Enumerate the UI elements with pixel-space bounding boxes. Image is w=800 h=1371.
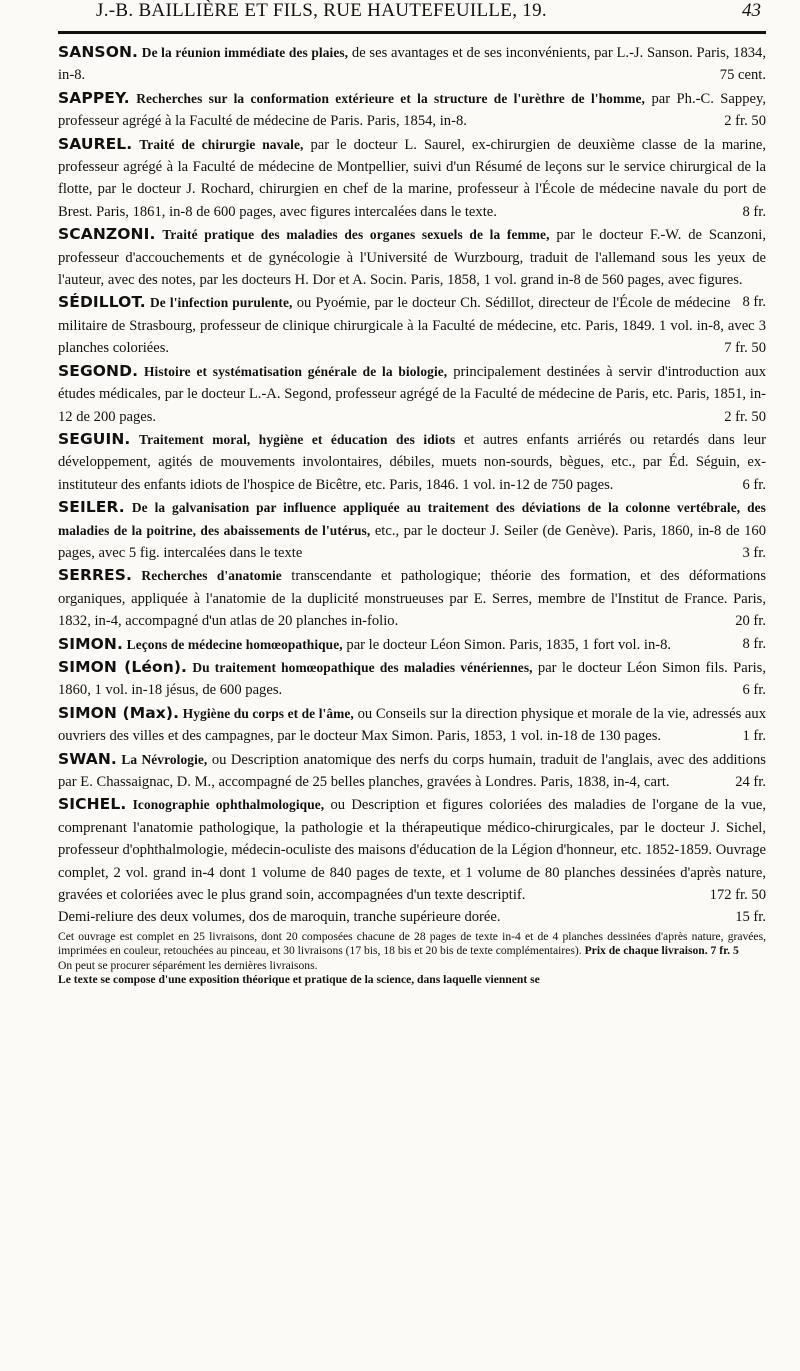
- entry-text: ou Pyoémie, par le docteur Ch. Sédillot, directeur de l'École de médecine militaire de Strasbourg, professeur de clinique chirurgicale à la Faculté de médecine, etc. Paris, 1849. 1 vol. in-8, avec 3 planches coloriées.: [58, 295, 766, 357]
- entry-text: et autres enfants arriérés ou retardés dans leur développement, agités de mouvements involontaires, débiles, muets non-sourds, bègues, etc., par Éd. Séguin, ex-instituteur des enfants idiots de l'hospice de Bicêtre, etc. Paris, 1846. 1 vol. in-12 de 750 pages.: [58, 431, 766, 493]
- entry-price: 24 fr.: [735, 774, 766, 790]
- entry-price: 3 fr.: [742, 544, 766, 561]
- catalog-entry: [58, 702, 766, 748]
- entry-title: De l'infection purulente,: [150, 295, 293, 311]
- entry-author: SANSON.: [58, 43, 139, 61]
- entry-price: 75 cent.: [719, 67, 766, 84]
- entry-price: 8 fr.: [742, 203, 766, 220]
- entry-title: Hygiène du corps et de l'âme,: [182, 705, 354, 721]
- note-line: On peut se procurer séparément les dernières livraisons.: [58, 958, 318, 972]
- entry-price: 8 fr.: [742, 294, 766, 311]
- entry-title: Traité pratique des maladies des organes sexuels de la femme,: [162, 227, 550, 243]
- entry-price: 2 fr. 50: [724, 408, 766, 425]
- entry-extra-price: 15 fr.: [735, 909, 766, 926]
- entry-text: ou Description anatomique des nerfs du corps humain, traduit de l'anglais, avec des additions par E. Chassaignac, D. M., accompagné de 25 belles planches, gravées à Londres. Paris, 1838, in-4, cart.: [58, 751, 766, 790]
- catalog-entry: [58, 564, 766, 632]
- entry-title: De la réunion immédiate des plaies,: [141, 45, 349, 60]
- entry-author: SIMON (Max).: [58, 703, 180, 722]
- catalog-entry: [58, 41, 766, 87]
- entry-text: par Ph.-C. Sappey, professeur agrégé à la Faculté de médecine de Paris. Paris, 1854, in-8.: [58, 90, 766, 130]
- entry-price: 6 fr.: [742, 476, 766, 493]
- catalog-entry: [58, 496, 766, 564]
- entry-title: Histoire et systématisation générale de la biologie,: [144, 363, 448, 379]
- catalog-entry: [58, 360, 766, 428]
- entry-text: transcendante et pathologique; théorie des formation, et des déformations organiques, appliquée à l'anatomie de la duplicité monstrueuses par E. Serres, membre de l'Institut de France. Paris, 1832, in-4, accompagné d'un atlas de 20 planches in-folio.: [58, 568, 766, 630]
- entry-title: Leçons de médecine homœopathique,: [126, 636, 343, 652]
- entry-author: SEGUIN.: [58, 429, 131, 448]
- catalog-entry: [58, 656, 766, 702]
- entry-text: de ses avantages et de ses inconvénients, par L.-J. Sanson. Paris, 1834, in-8.: [58, 45, 766, 84]
- entry-author: SIMON (Léon).: [58, 657, 188, 676]
- page-number: 43: [742, 0, 761, 21]
- entry-price: 20 fr.: [735, 613, 766, 630]
- entry-author: SAUREL.: [58, 134, 133, 153]
- note-price: Prix de chaque livraison. 7 fr. 5: [584, 944, 739, 958]
- entry-title: Traité de chirurgie navale,: [139, 136, 304, 152]
- entry-text: par le docteur F.-W. de Scanzoni, professeur d'accouchements et de gynécologie à l'Université de Wurzbourg, traduit de l'allemand sous les yeux de l'auteur, avec des notes, par les docteurs H. Dor et A. Socin. Paris, 1858, 1 vol. grand in-8 de 560 pages, avec figures.: [58, 227, 767, 289]
- entry-author: SICHEL.: [58, 795, 127, 814]
- entry-text: ou Conseils sur la direction physique et morale de la vie, adressés aux ouvriers des villes et des campagnes, par le docteur Max Simon. Paris, 1853, 1 vol. in-18 de 130 pages.: [58, 705, 766, 745]
- entry-text: par le docteur L. Saurel, ex-chirurgien de deuxième classe de la marine, professeur agrégé à la Faculté de médecine de Montpellier, suivi d'un Résumé de leçons sur le service chirurgical de la flotte, par le docteur J. Rochard, chirurgien en chef de la marine, professeur à l'École de médecine navale du port de Brest. Paris, 1861, in-8 de 600 pages, avec figures intercalées dans le texte.: [58, 136, 766, 220]
- entry-price: 172 fr. 50: [709, 887, 766, 904]
- catalog-entry: [58, 133, 766, 224]
- catalog-entry: [58, 291, 766, 359]
- entry-title: Du traitement homœopathique des maladies vénériennes,: [192, 659, 533, 675]
- entry-text: par le docteur Léon Simon. Paris, 1835, 1 fort vol. in-8.: [346, 636, 672, 653]
- entry-title: Iconographie ophthalmologique,: [132, 797, 325, 813]
- catalog-entry: [58, 793, 766, 928]
- catalog-entry: [58, 633, 766, 656]
- entry-price: 1 fr.: [742, 728, 766, 745]
- entry-author: SÉDILLOT.: [58, 293, 146, 312]
- entry-price: 2 fr. 50: [724, 113, 766, 130]
- entry-author: SEILER.: [58, 498, 125, 517]
- entry-text: ou Description et figures coloriées des maladies de l'organe de la vue, comprenant l'anatomie pathologique, la pathologie et la thérapeutique médico-chirurgicales, par le docteur J. Sichel, professeur d'ophthalmologie, médecin-oculiste des maisons d'éducation de la Légion d'honneur, etc. 1852-1859. Ouvrage complet, 2 vol. grand in-4 dont 1 volume de 840 pages de texte, et 1 volume de 80 planches dessinées d'après nature, gravées et coloriées avec le plus grand soin, accompagnées d'un texte descriptif.: [58, 797, 766, 904]
- entry-title: Traitement moral, hygiène et éducation des idiots: [139, 431, 456, 447]
- entry-author: SCANZONI.: [58, 225, 156, 244]
- catalog-entry: [58, 87, 766, 133]
- entry-author: SIMON.: [58, 634, 123, 653]
- entry-author: SERRES.: [58, 566, 132, 585]
- footnotes: [58, 930, 766, 988]
- entry-price: 8 fr.: [742, 635, 766, 652]
- entry-title: La Névrologie,: [121, 751, 208, 767]
- entry-author: SWAN.: [58, 749, 117, 768]
- entry-extra-text: Demi-reliure des deux volumes, dos de maroquin, tranche supérieure dorée.: [58, 909, 501, 926]
- entry-text: principalement destinées à servir d'introduction aux études médicales, par le docteur L.-A. Segond, professeur agrégé de la Faculté de médecine de Paris, etc. Paris, 1851, in-12 de 200 pages.: [58, 363, 766, 425]
- note-line: Cet ouvrage est complet en 25 livraisons, dont 20 composées chacune de 28 pages de texte in-4 et de 4 planches dessinées d'après nature, gravées, imprimées en couleur, retouchées au pinceau, et 30 livraisons (17 bis, 18 bis et 20 bis de texte complémentaires).: [58, 929, 766, 958]
- entry-title: Recherches sur la conformation extérieure et la structure de l'urèthre de l'homme,: [136, 90, 645, 106]
- running-title: J.-B. BAILLIÈRE ET FILS, RUE HAUTEFEUILLE, 19.: [96, 0, 547, 21]
- entry-text: etc., par le docteur J. Seiler (de Genève). Paris, 1860, in-8 de 160 pages, avec 5 fig. intercalées dans le texte: [58, 522, 767, 561]
- catalog-entries: [58, 41, 766, 987]
- header-rule: [58, 31, 766, 34]
- entry-author: SEGOND.: [58, 361, 139, 380]
- entry-title: Recherches d'anatomie: [141, 568, 282, 584]
- note-line: Le texte se compose d'une exposition théorique et pratique de la science, dans laquelle viennent se: [58, 973, 540, 987]
- entry-price: 6 fr.: [742, 682, 766, 699]
- entry-price: 7 fr. 50: [724, 340, 766, 357]
- entry-text: par le docteur Léon Simon fils. Paris, 1860, 1 vol. in-18 jésus, de 600 pages.: [58, 659, 766, 699]
- catalog-entry: [58, 748, 766, 794]
- catalog-entry: [58, 428, 766, 496]
- entry-title: De la galvanisation par influence appliquée au traitement des déviations de la colonne vertébrale, des maladies de la poitrine, des abaissements de l'utérus,: [58, 500, 766, 538]
- entry-author: SAPPEY.: [58, 88, 130, 107]
